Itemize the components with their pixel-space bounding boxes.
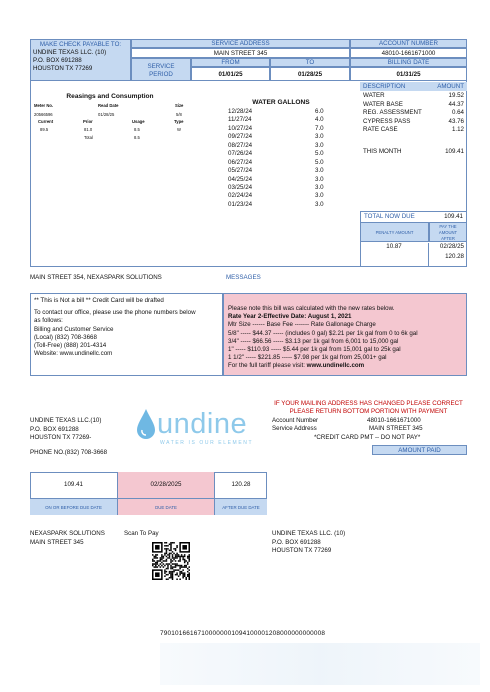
period-label: PERIOD bbox=[149, 71, 173, 78]
scanline-number: 79010166167100000001094100001208000000000008 bbox=[160, 630, 326, 637]
current-reading: 89.5 bbox=[40, 127, 49, 132]
bottom-right-line: HOUSTON TX 77269 bbox=[272, 547, 332, 554]
penalty-header: PENALTY AMOUNT bbox=[360, 222, 429, 242]
notice-line: ** This is Not a bill ** Credit Card will be drafted bbox=[34, 297, 164, 304]
gallons-row bbox=[228, 133, 338, 141]
mid-address: MAIN STREET 354, NEXASPARK SOLUTIONS bbox=[30, 274, 162, 281]
size: 5/8 bbox=[176, 112, 182, 117]
payable-box bbox=[30, 39, 131, 81]
gallons-value: 5.0 bbox=[315, 150, 324, 158]
meter-no: 20566596 bbox=[34, 112, 53, 117]
readings-title: Reasings and Consumption bbox=[66, 93, 154, 100]
stub-line: UNDINE TEXAS LLC.(10) bbox=[30, 417, 102, 424]
gallons-value: 3.0 bbox=[315, 192, 324, 200]
gallons-row bbox=[228, 176, 338, 184]
charge-description: REG. ASSESSMENT bbox=[363, 109, 422, 116]
address-change-notice bbox=[270, 400, 467, 416]
total-usage: 8.5 bbox=[134, 135, 140, 140]
this-month-amount: 109.41 bbox=[445, 148, 464, 155]
gallons-date: 12/28/24 bbox=[228, 108, 253, 115]
gallons-value: 4.0 bbox=[315, 116, 324, 124]
account-number-header: ACCOUNT NUMBER bbox=[350, 39, 467, 48]
charge-amount: 19.52 bbox=[448, 92, 464, 99]
rate-row: 1 1/2" ----- $221.85 ----- $7.98 per 1k gal from 25,001+ gal bbox=[228, 354, 387, 362]
gallons-value: 3.0 bbox=[315, 167, 324, 175]
rates-effective: Rate Year 2-Effective Date: August 1, 2021 bbox=[228, 313, 352, 321]
gallons-date: 06/27/24 bbox=[228, 158, 253, 166]
gallons-date: 05/27/24 bbox=[228, 167, 253, 175]
type-reading: W bbox=[177, 127, 181, 132]
amount-paid-label: AMOUNT PAID bbox=[372, 445, 467, 455]
prior-header: Prior bbox=[83, 119, 93, 124]
payable-header: MAKE CHECK PAYABLE TO: bbox=[39, 41, 122, 48]
gallons-date: 02/24/24 bbox=[228, 192, 253, 200]
gallons-value: 7.0 bbox=[315, 124, 324, 132]
notice-line: Website: www.undinellc.com bbox=[34, 350, 113, 358]
rate-row: 5/8" ----- $44.37 ----- (includes 0 gal) $2.21 per 1k gal from 0 to 6k gal bbox=[228, 329, 418, 337]
stub-line: PHONE NO.(832) 708-3668 bbox=[30, 448, 108, 456]
notice-line: as follows: bbox=[34, 317, 63, 325]
charge-amount: 44.37 bbox=[448, 100, 464, 108]
rates-box bbox=[223, 293, 467, 376]
usage-header: Usage bbox=[132, 119, 145, 124]
type-header: Type bbox=[174, 119, 184, 124]
payable-line: UNDINE TEXAS LLC. (10) bbox=[33, 49, 107, 56]
stub-account-label: Account Number bbox=[272, 417, 319, 424]
this-month-label: THIS MONTH bbox=[363, 148, 402, 155]
account-number-value: 48010-1661671000 bbox=[350, 48, 467, 58]
rates-full-prefix: For the full tariff please visit: bbox=[228, 362, 307, 370]
total-label: Total bbox=[84, 135, 93, 140]
penalty-amount: 10.87 bbox=[360, 243, 429, 267]
gallons-value: 3.0 bbox=[315, 200, 324, 208]
stub-service-value: MAIN STREET 345 bbox=[369, 425, 423, 432]
scan-to-pay-label: Scan To Pay bbox=[124, 530, 159, 537]
charge-amount: 1.12 bbox=[451, 126, 464, 133]
stub-line: HOUSTON TX 77269- bbox=[30, 434, 92, 441]
billing-date-value: 01/31/25 bbox=[350, 67, 467, 81]
on-before-label: ON OR BEFORE DUE DATE bbox=[30, 498, 118, 515]
charge-description: WATER BASE bbox=[363, 100, 403, 108]
meter-no-header: Meter No. bbox=[34, 103, 54, 108]
gallons-row bbox=[228, 142, 338, 150]
charge-description: CYPRESS PASS bbox=[363, 117, 411, 125]
gallons-header: WATER GALLONS bbox=[252, 99, 310, 106]
bottom-right-line: UNDINE TEXAS LLC. (10) bbox=[272, 530, 346, 537]
qr-code[interactable] bbox=[152, 542, 190, 580]
bottom-left-line: NEXASPARK SOLUTIONS bbox=[30, 530, 105, 537]
total-due-amount: 109.41 bbox=[444, 213, 463, 220]
tariff-link[interactable]: www.undinellc.com bbox=[306, 362, 365, 370]
gallons-row bbox=[228, 184, 338, 192]
to-date: 01/28/25 bbox=[270, 67, 350, 81]
charge-row bbox=[360, 126, 467, 135]
gallons-date: 09/27/24 bbox=[228, 133, 253, 141]
notice-box bbox=[30, 293, 223, 376]
payable-line: P.O. BOX 691288 bbox=[33, 57, 82, 64]
service-period-label bbox=[131, 58, 191, 81]
gallons-value: 3.0 bbox=[315, 175, 324, 183]
stub-line: P.O. BOX 691288 bbox=[30, 425, 79, 433]
footer-band bbox=[160, 643, 480, 685]
size-header: Size bbox=[175, 103, 184, 108]
current-header: Current bbox=[38, 119, 54, 124]
gallons-row bbox=[228, 167, 338, 175]
notice-line: (Toll-Free) (888) 201-4314 bbox=[34, 342, 107, 350]
read-date: 01/28/25 bbox=[98, 112, 115, 117]
logo-wordmark: undine bbox=[157, 408, 248, 440]
gallons-date: 08/27/24 bbox=[228, 141, 253, 149]
readings-box bbox=[30, 81, 190, 267]
billing-date-header: BILLING DATE bbox=[350, 58, 467, 67]
gallons-value: 6.0 bbox=[315, 108, 324, 115]
stub-account-value: 48010-1661671000 bbox=[367, 417, 421, 424]
due-on-before: 109.41 bbox=[30, 472, 118, 498]
address-change-1: IF YOUR MAILING ADDRESS HAS CHANGED PLEASE CORRECT bbox=[274, 400, 463, 407]
logo-tagline: WATER IS OUR ELEMENT bbox=[160, 440, 254, 446]
undine-logo bbox=[135, 400, 255, 450]
gallons-value: 5.0 bbox=[315, 158, 324, 166]
charge-row bbox=[360, 118, 467, 127]
gallons-row bbox=[228, 150, 338, 158]
total-due-label: TOTAL NOW DUE bbox=[364, 213, 415, 220]
address-change-2: PLEASE RETURN BOTTOM PORTION WITH PAYMENT bbox=[289, 408, 448, 415]
rates-header: Mtr Size ------ Base Fee ------- Rate Gallonage Charge bbox=[228, 321, 376, 329]
gallons-value: 3.0 bbox=[315, 183, 324, 191]
after-amount: 120.28 bbox=[445, 253, 464, 260]
service-label: SERVICE bbox=[147, 63, 175, 70]
bottom-left-address bbox=[30, 530, 105, 547]
from-date: 01/01/25 bbox=[191, 67, 270, 81]
notice-line: To contact our office, please use the phone numbers below bbox=[34, 309, 196, 317]
usage-reading: 8.5 bbox=[134, 127, 140, 132]
water-drop-icon bbox=[135, 408, 157, 442]
messages-label: MESSAGES bbox=[226, 274, 261, 281]
rates-full bbox=[228, 362, 463, 370]
stub-service-label: Service Address bbox=[272, 425, 317, 432]
notice-line: (Local) (832) 708-3668 bbox=[34, 333, 97, 341]
gallons-row bbox=[228, 201, 338, 209]
rates-intro: Please note this bill was calculated with the new rates below. bbox=[228, 305, 395, 312]
amount-header: AMOUNT bbox=[424, 82, 467, 91]
gallons-date: 01/23/24 bbox=[228, 200, 253, 208]
gallons-date: 10/27/24 bbox=[228, 124, 253, 132]
gallons-date: 04/25/24 bbox=[228, 175, 253, 183]
gallons-row bbox=[228, 159, 338, 167]
due-after: 120.28 bbox=[214, 472, 267, 498]
gallons-value: 3.0 bbox=[315, 133, 324, 141]
after-due-label: AFTER DUE DATE bbox=[214, 498, 267, 515]
gallons-date: 11/27/24 bbox=[228, 116, 252, 124]
charge-row bbox=[360, 92, 467, 101]
gallons-row bbox=[228, 125, 338, 133]
this-month-row bbox=[360, 148, 467, 157]
prior-reading: 81.0 bbox=[84, 127, 93, 132]
gallons-row bbox=[228, 108, 338, 116]
gallons-value: 3.0 bbox=[315, 141, 324, 149]
gallons-list bbox=[228, 108, 338, 209]
due-date-label: DUE DATE bbox=[118, 498, 214, 515]
pay-after-header: PAY THE AMOUNT AFTER bbox=[429, 222, 467, 242]
service-address-value: MAIN STREET 345 bbox=[131, 48, 350, 58]
charge-row bbox=[360, 109, 467, 118]
description-header: DESCRIPTION bbox=[360, 82, 424, 91]
bottom-right-line: P.O. BOX 691288 bbox=[272, 538, 321, 546]
bottom-left-line: MAIN STREET 345 bbox=[30, 538, 84, 546]
due-date: 02/28/2025 bbox=[118, 472, 214, 498]
gallons-row bbox=[228, 116, 338, 124]
stub-address bbox=[30, 417, 107, 457]
gallons-date: 07/26/24 bbox=[228, 150, 253, 158]
read-date-header: Read Date bbox=[98, 103, 119, 108]
to-header: TO bbox=[270, 58, 350, 67]
gallons-row bbox=[228, 192, 338, 200]
charge-amount: 0.64 bbox=[451, 109, 464, 116]
payable-line: HOUSTON TX 77269 bbox=[33, 65, 93, 72]
rate-row: 3/4" ----- $66.56 ----- $3.13 per 1k gal from 6,001 to 15,000 gal bbox=[228, 337, 399, 345]
charge-row bbox=[360, 101, 467, 110]
rate-row: 1" ----- $110.93 ----- $5.44 per 1k gal from 15,001 gal to 25k gal bbox=[228, 346, 401, 354]
charge-description: RATE CASE bbox=[363, 126, 398, 133]
after-date: 02/28/25 bbox=[439, 243, 464, 250]
bottom-right-address bbox=[272, 530, 345, 556]
charges-list bbox=[360, 92, 467, 135]
charge-amount: 43.76 bbox=[448, 117, 464, 125]
from-header: FROM bbox=[191, 58, 270, 67]
notice-line: Billing and Customer Service bbox=[34, 325, 114, 333]
gallons-date: 03/25/24 bbox=[228, 183, 253, 191]
credit-card-note: *CREDIT CARD PMT -- DO NOT PAY* bbox=[314, 434, 421, 441]
service-address-header: SERVICE ADDRESS bbox=[131, 39, 350, 48]
charge-description: WATER bbox=[363, 92, 385, 99]
